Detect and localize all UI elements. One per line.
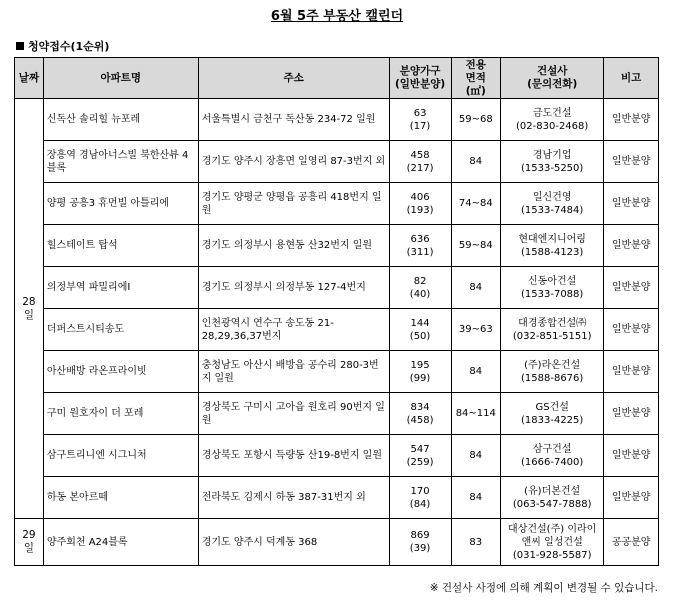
builder-cell: GS건설 (1833-4225): [501, 393, 604, 435]
units-cell: 63 (17): [389, 99, 451, 141]
apt-name-cell: 장흥역 경남아너스빌 북한산뷰 4블록: [43, 141, 198, 183]
header-date: 날짜: [15, 58, 44, 99]
apt-name-cell: 아산배방 라온프라이빗: [43, 351, 198, 393]
apt-name-cell: 삼구트리니엔 시그니처: [43, 435, 198, 477]
area-cell: 84~114: [451, 393, 501, 435]
builder-cell: 신동아건설 (1533-7088): [501, 267, 604, 309]
area-cell: 84: [451, 435, 501, 477]
area-cell: 84: [451, 267, 501, 309]
builder-cell: 일신건영 (1533-7484): [501, 183, 604, 225]
apt-name-cell: 양평 공흥3 휴먼빌 아틀리에: [43, 183, 198, 225]
page-title: 6월 5주 부동산 캘린더: [270, 9, 404, 24]
apt-name-cell: 하동 본아르떼: [43, 477, 198, 519]
calendar-table: [14, 57, 659, 566]
header-units: 분양가구 (일반분양): [389, 58, 451, 99]
builder-cell: 대경종합건설㈜ (032-851-5151): [501, 309, 604, 351]
table-row: [15, 225, 659, 267]
date-cell: 28일: [15, 99, 44, 519]
address-cell: 경상북도 포항시 득량동 산19-8번지 일원: [198, 435, 389, 477]
header-builder: 건설사 (문의전화): [501, 58, 604, 99]
note-cell: 일반분양: [604, 477, 659, 519]
apt-name-cell: 힐스테이트 탑석: [43, 225, 198, 267]
section-title: 청약접수(1순위): [28, 40, 110, 53]
address-cell: 전라북도 김제시 하동 387-31번지 외: [198, 477, 389, 519]
table-row: [15, 519, 659, 566]
apt-name-cell: 양주회천 A24블록: [43, 519, 198, 566]
units-cell: 547 (259): [389, 435, 451, 477]
units-cell: 195 (99): [389, 351, 451, 393]
section-header: [16, 38, 109, 54]
address-cell: 인천광역시 연수구 송도동 21-28,29,36,37번지: [198, 309, 389, 351]
note-cell: 일반분양: [604, 141, 659, 183]
builder-cell: 삼구건설 (1666-7400): [501, 435, 604, 477]
address-cell: 경기도 의정부시 의정부동 127-4번지: [198, 267, 389, 309]
area-cell: 84: [451, 351, 501, 393]
units-cell: 458 (217): [389, 141, 451, 183]
address-cell: 충청남도 아산시 배방읍 공수리 280-3번지 일원: [198, 351, 389, 393]
date-cell: 29일: [15, 519, 44, 566]
table-row: [15, 393, 659, 435]
apt-name-cell: 의정부역 파밀리에Ⅰ: [43, 267, 198, 309]
table-row: [15, 183, 659, 225]
table-header-row: [15, 58, 659, 99]
address-cell: 경기도 양평군 양평읍 공흥리 418번지 일원: [198, 183, 389, 225]
builder-cell: 금도건설 (02-830-2468): [501, 99, 604, 141]
address-cell: 서울특별시 금천구 독산동 234-72 일원: [198, 99, 389, 141]
area-cell: 59~68: [451, 99, 501, 141]
apt-name-cell: 구미 원호자이 더 포레: [43, 393, 198, 435]
area-cell: 84: [451, 141, 501, 183]
units-cell: 869 (39): [389, 519, 451, 566]
area-cell: 74~84: [451, 183, 501, 225]
builder-cell: (유)더본건설 (063-547-7888): [501, 477, 604, 519]
square-bullet-icon: [16, 42, 24, 50]
header-address: 주소: [198, 58, 389, 99]
table-body: [15, 99, 659, 566]
builder-cell: 경남기업 (1533-5250): [501, 141, 604, 183]
units-cell: 170 (84): [389, 477, 451, 519]
units-cell: 82 (40): [389, 267, 451, 309]
table-row: [15, 309, 659, 351]
note-cell: 일반분양: [604, 99, 659, 141]
units-cell: 406 (193): [389, 183, 451, 225]
builder-cell: (주)라온건설 (1588-8676): [501, 351, 604, 393]
table-row: [15, 141, 659, 183]
table-row: [15, 477, 659, 519]
note-cell: 일반분양: [604, 225, 659, 267]
note-cell: 공공분양: [604, 519, 659, 566]
units-cell: 144 (50): [389, 309, 451, 351]
builder-cell: 현대엔지니어링 (1588-4123): [501, 225, 604, 267]
table-row: [15, 351, 659, 393]
note-cell: 일반분양: [604, 435, 659, 477]
area-cell: 83: [451, 519, 501, 566]
apt-name-cell: 신독산 솔리힐 뉴포레: [43, 99, 198, 141]
note-cell: 일반분양: [604, 351, 659, 393]
table-row: [15, 267, 659, 309]
address-cell: 경기도 의정부시 용현동 산32번지 일원: [198, 225, 389, 267]
table-row: [15, 435, 659, 477]
note-cell: 일반분양: [604, 309, 659, 351]
apt-name-cell: 더퍼스트시티송도: [43, 309, 198, 351]
note-cell: 일반분양: [604, 183, 659, 225]
units-cell: 834 (458): [389, 393, 451, 435]
area-cell: 84: [451, 477, 501, 519]
units-cell: 636 (311): [389, 225, 451, 267]
table-row: [15, 99, 659, 141]
address-cell: 경기도 양주시 덕계동 368: [198, 519, 389, 566]
builder-cell: 대상건설(주) 이라이앤씨 일성건설 (031-928-5587): [501, 519, 604, 566]
header-note: 비고: [604, 58, 659, 99]
note-cell: 일반분양: [604, 393, 659, 435]
area-cell: 59~84: [451, 225, 501, 267]
note-cell: 일반분양: [604, 267, 659, 309]
header-apt: 아파트명: [43, 58, 198, 99]
footnote: ※ 건설사 사정에 의해 계획이 변경될 수 있습니다.: [429, 582, 658, 594]
address-cell: 경기도 양주시 장흥면 일영리 87-3번지 외: [198, 141, 389, 183]
header-area: 전용 면적 (㎡): [451, 58, 501, 99]
address-cell: 경상북도 구미시 고아읍 원호리 90번지 일원: [198, 393, 389, 435]
area-cell: 39~63: [451, 309, 501, 351]
